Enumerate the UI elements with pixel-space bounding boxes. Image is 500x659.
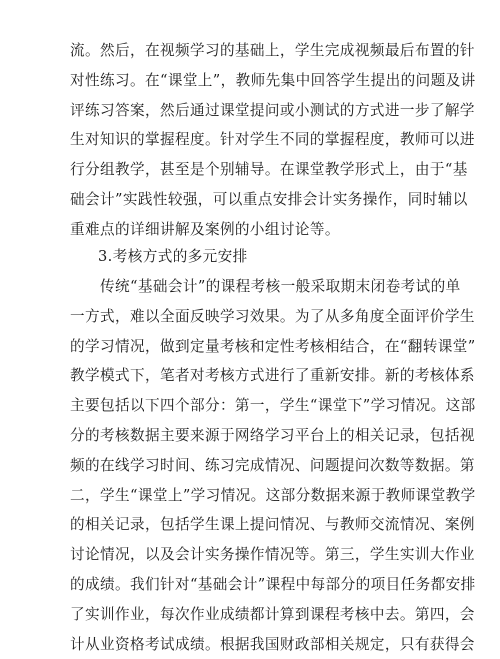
text-line: 讨论情况，以及会计实务操作情况等。第三，学生实训大作业 [70, 546, 475, 564]
text-line: 的成绩。我们针对“基础会计”课程中每部分的项目任务都安排 [70, 575, 476, 593]
text-line: 教学模式下，笔者对考核方式进行了重新安排。新的考核体系 [70, 367, 475, 385]
text-line: 主要包括以下四个部分：第一，学生“课堂下”学习情况。这部 [70, 397, 476, 415]
text-line: 二，学生“课堂上”学习情况。这部分数据来源于教师课堂教学 [70, 486, 476, 504]
text-line: 生对知识的掌握程度。针对学生不同的掌握程度，教师可以进 [70, 131, 475, 149]
text-line: 行分组教学，甚至是个别辅导。在课堂教学形式上，由于“基 [70, 161, 468, 179]
text-line: 频的在线学习时间、练习完成情况、问题提问次数等数据。第 [70, 456, 475, 474]
text-line: 评练习答案，然后通过课堂提问或小测试的方式进一步了解学 [70, 101, 475, 119]
text-line: 分的考核数据主要来源于网络学习平台上的相关记录，包括视 [70, 426, 475, 444]
text-line: 流。然后，在视频学习的基础上，学生完成视频最后布置的针 [70, 42, 475, 59]
text-line: 的学习情况，做到定量考核和定性考核相结合，在“翻转课堂” [70, 337, 476, 355]
text-line: 传统“基础会计”的课程考核一般采取期末闭卷考试的单 [100, 278, 461, 295]
text-line: 的相关记录，包括学生课上提问情况、与教师交流情况、案例 [70, 516, 475, 534]
text-line: 重难点的详细讲解及案例的小组讨论等。 [70, 220, 340, 238]
text-line: 一方式，难以全面反映学习效果。为了从多角度全面评价学生 [70, 307, 475, 325]
text-line: 础会计”实践性较强，可以重点安排会计实务操作，同时辅以 [70, 190, 468, 208]
paragraph-classroom [70, 36, 476, 245]
text-line: 计从业资格考试成绩。根据我国财政部相关规定，只有获得会 [70, 635, 475, 653]
paragraph-assessment [70, 272, 476, 659]
section-heading: 3.考核方式的多元安排 [98, 248, 248, 265]
text-line: 对性练习。在“课堂上”，教师先集中回答学生提出的问题及讲 [70, 71, 476, 89]
text-line: 了实训作业，每次作业成绩都计算到课程考核中去。第四，会 [70, 605, 475, 623]
